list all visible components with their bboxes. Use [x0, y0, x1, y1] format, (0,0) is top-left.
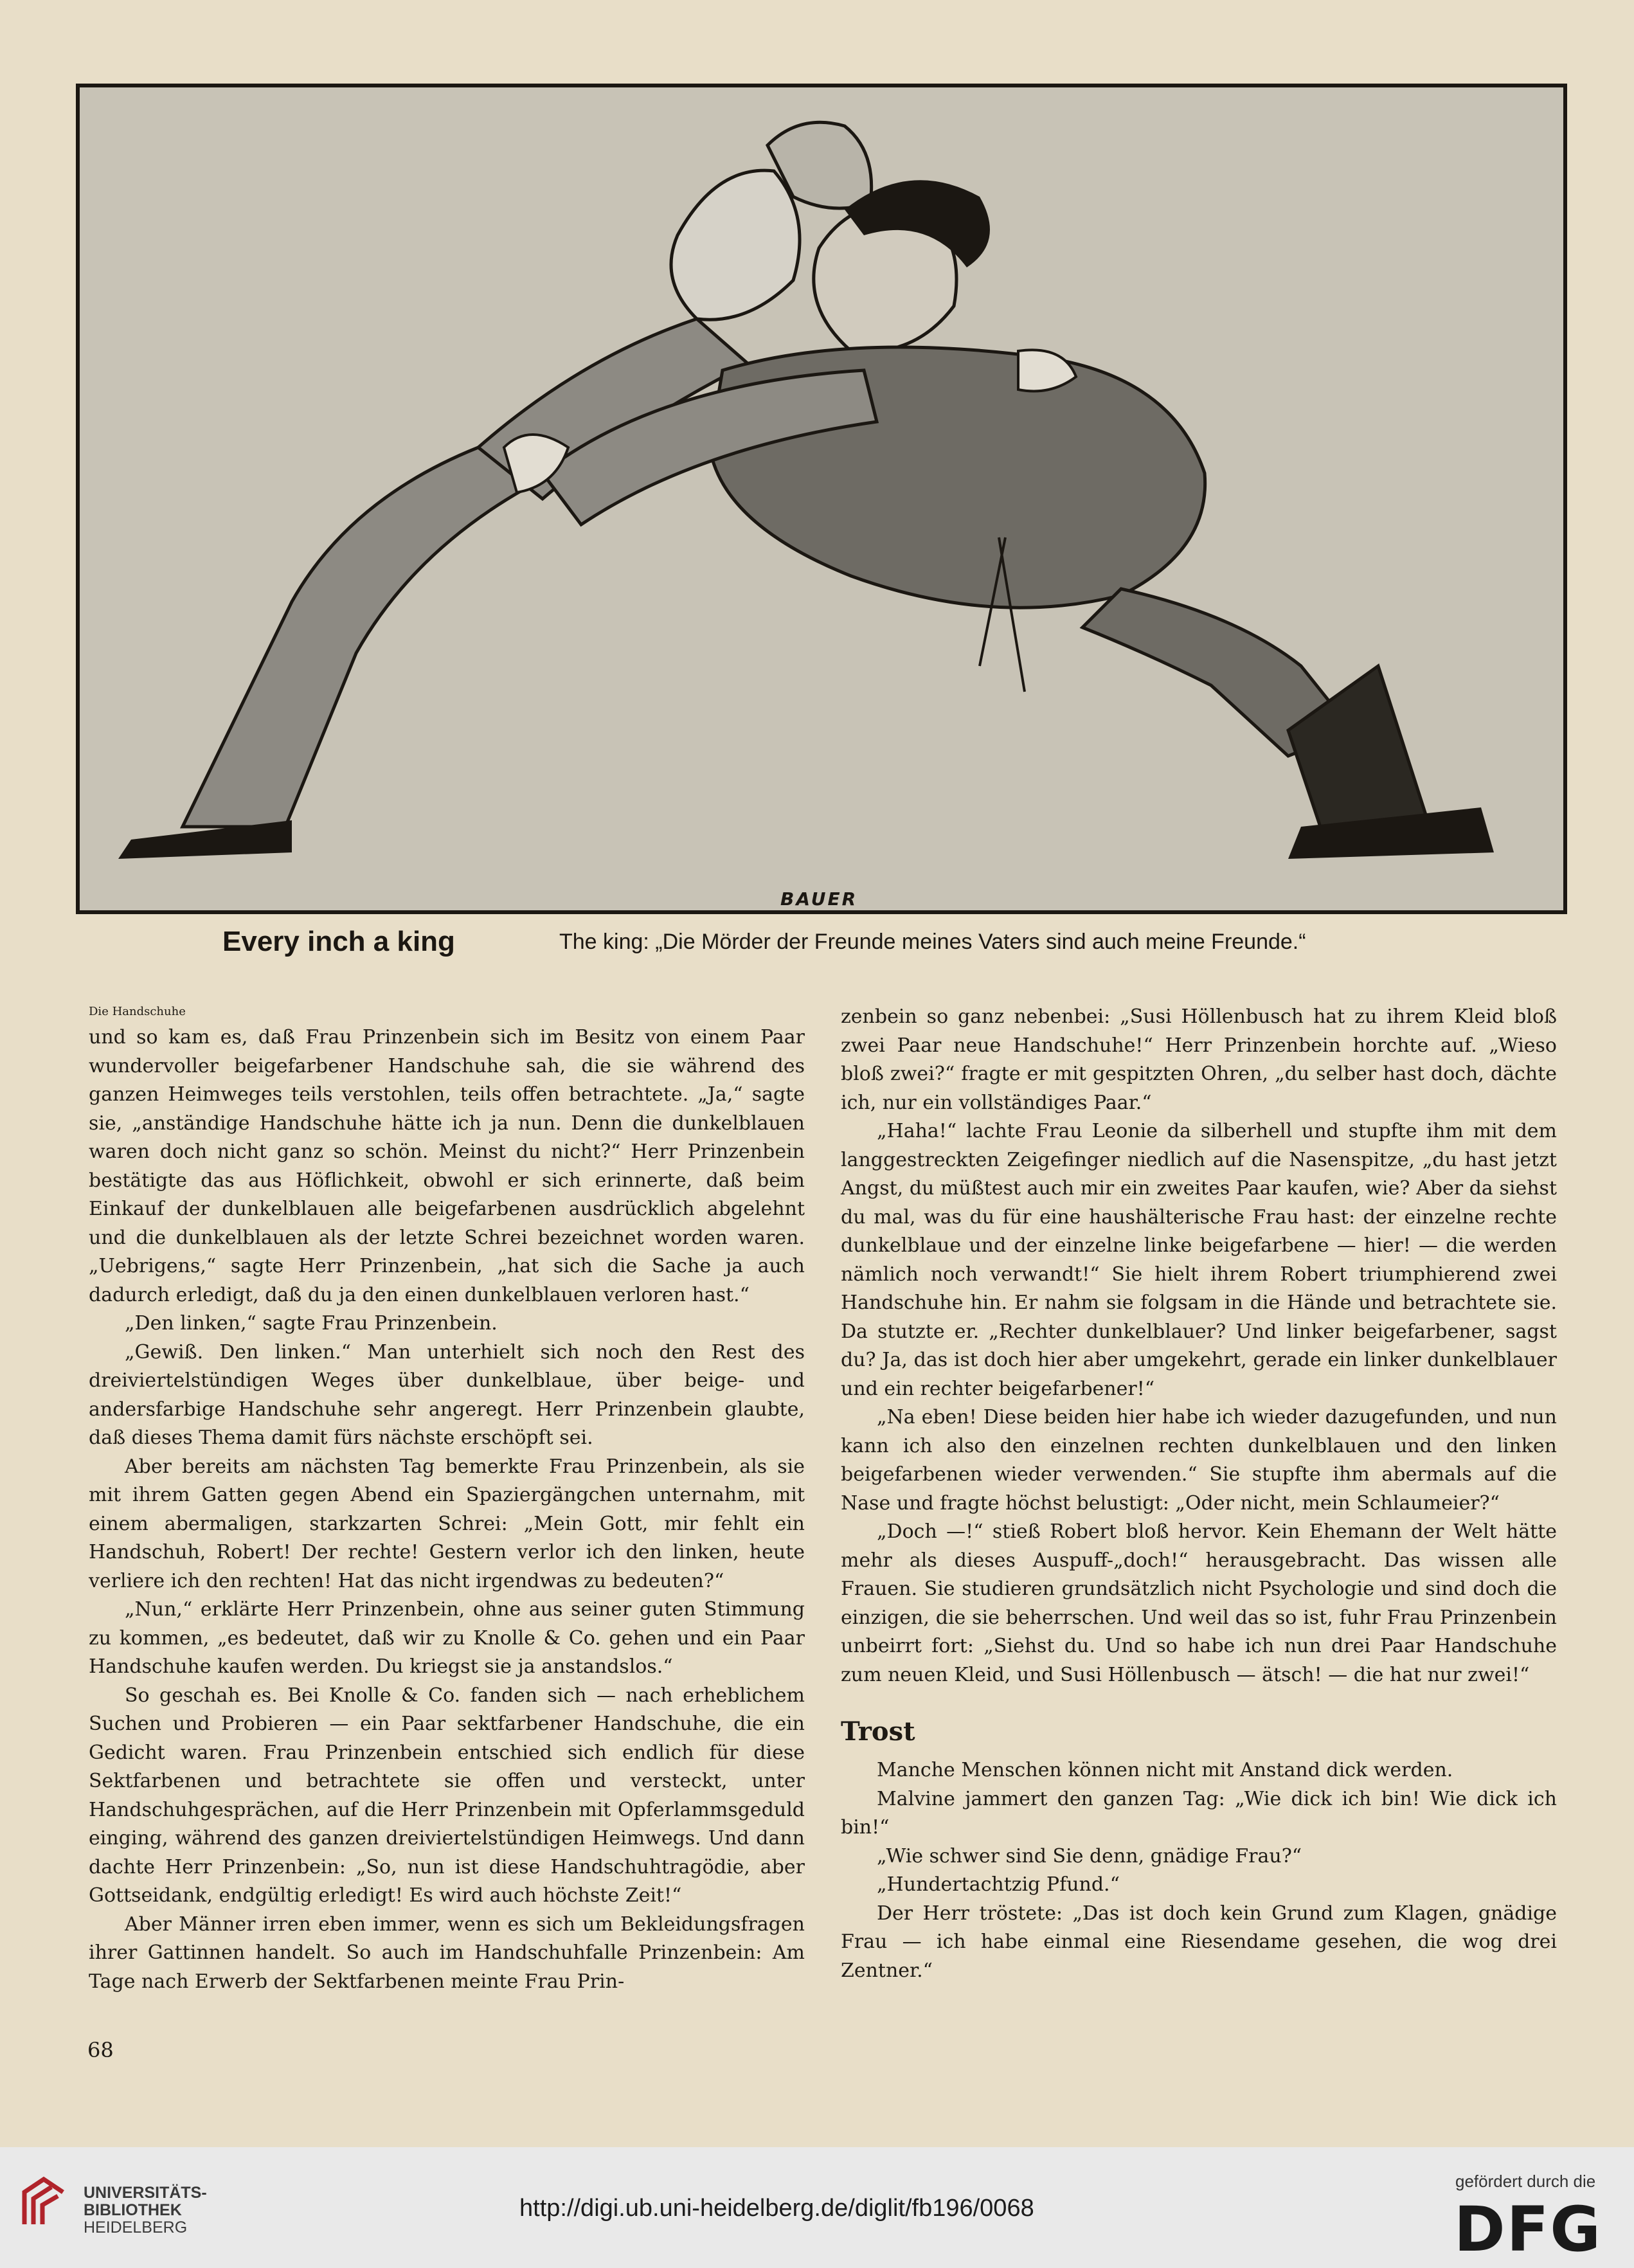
right-column	[841, 1003, 1557, 1985]
footer-bar	[0, 2147, 1634, 2268]
dfg-logo[interactable]: DFG	[1454, 2193, 1603, 2265]
paragraph: Malvine jammert den ganzen Tag: „Wie dick ich bin! Wie dick ich bin!“	[841, 1787, 1557, 1839]
paragraph: und so kam es, daß Frau Prinzenbein sich im Besitz von einem Paar wundervoller beigefarbener Handschuhe sah, die sie während des ganzen Heimweges teils verstohlen, teils offen betrachtete. „Ja,“ sagte sie, „anständige Handschuhe hätte ich ja nun. Denn die dunkelblauen waren doch nicht ganz so schön. Meinst du nicht?“ Herr Prinzenbein bestätigte das aus Höflichkeit, obwohl er sich erinnerte, daß beim Einkauf der dunkelblauen alle beigefarbenen ausdrücklich abgelehnt und die dunkelblauen als der letzte Schrei bezeichnet worden waren. „Uebrigens,“ sagte Herr Prinzenbein, „hat sich die Sache ja auch dadurch erledigt, daß du ja den einen dunkelblauen verloren hast.“	[89, 1026, 805, 1306]
library-name[interactable]	[84, 2184, 207, 2236]
library-name-line: BIBLIOTHEK	[84, 2201, 182, 2219]
paragraph: „Na eben! Diese beiden hier habe ich wieder dazugefunden, und nun kann ich also den einzelnen rechten dunkelblauen und den linken beigefarbenen wieder verwenden.“ Sie stupfte ihm abermals auf die Nase und fragte höchst belustigt: „Oder nicht, mein Schlaumeier?“	[841, 1406, 1557, 1515]
cartoon-drawing	[80, 87, 1563, 910]
library-name-line: HEIDELBERG	[84, 2218, 188, 2236]
cartoon-illustration	[76, 84, 1567, 914]
paragraph: „Doch —!“ stieß Robert bloß hervor. Kein Ehemann der Welt hätte mehr als dieses Auspuff-„doch!“ herausgebracht. Das wissen alle Frauen. Sie studieren grundsätzlich nicht Psychologie und sind doch die einzigen, die sie beherrschen. Und weil das so ist, fuhr Frau Prinzenbein unbeirrt fort: „Siehst du. Und so habe ich nun drei Paar Handschuhe zum neuen Kleid, und Susi Höllenbusch — ätsch! — die hat nur zwei!“	[841, 1520, 1557, 1686]
library-name-line: UNIVERSITÄTS-	[84, 2184, 207, 2202]
university-library-logo-icon[interactable]	[18, 2173, 69, 2231]
paragraph: Aber bereits am nächsten Tag bemerkte Frau Prinzenbein, als sie mit ihrem Gatten gegen Abend ein Spaziergängchen unternahm, mit einem abermaligen, starkzarten Schrei: „Mein Gott, mir fehlt ein Handschuh, Robert! Der rechte! Gestern verlor ich den linken, heute verliere ich den rechten! Hat das nicht irgendwas zu bedeuten?“	[89, 1455, 805, 1592]
section-heading: Trost	[841, 1716, 915, 1747]
funding-label: gefördert durch die	[1455, 2172, 1596, 2191]
permalink-url[interactable]: http://digi.ub.uni-heidelberg.de/diglit/fb196/0068	[519, 2195, 1034, 2222]
left-column	[89, 1003, 805, 1996]
paragraph: Der Herr tröstete: „Das ist doch kein Grund zum Klagen, gnädige Frau — ich habe einmal eine Riesendame gesehen, die wog drei Zentner.“	[841, 1902, 1557, 1982]
page-number: 68	[87, 2038, 114, 2062]
paragraph: „Nun,“ erklärte Herr Prinzenbein, ohne aus seiner guten Stimmung zu kommen, „es bedeutet, daß wir zu Knolle & Co. gehen und ein Paar Handschuhe kaufen werden. Du kriegst sie ja anstandslos.“	[89, 1598, 805, 1678]
paragraph: So geschah es. Bei Knolle & Co. fanden sich — nach erheblichem Suchen und Probieren — ein Paar sektfarbener Handschuhe, die ein Gedicht waren. Frau Prinzenbein entschied sich endlich für diese Sektfarbenen und betrachtete sie offen und versteckt, unter Handschuhgesprächen, auf die Herr Prinzenbein mit Opferlammsgeduld einging, während des ganzen dreiviertelstündigen Heimwegs. Und dann dachte Herr Prinzenbein: „So, nun ist diese Handschuhtragödie, aber Gottseidank, endgültig erledigt! Es wird auch höchste Zeit!“	[89, 1684, 805, 1907]
paragraph: „Gewiß. Den linken.“ Man unterhielt sich noch den Rest des dreiviertelstündigen Weges über dunkelblaue, über beige- und andersfarbige Handschuhe sehr angeregt. Herr Prinzenbein glaubte, daß dieses Thema damit fürs nächste erschöpft sei.	[89, 1340, 805, 1449]
paragraph: „Den linken,“ sagte Frau Prinzenbein.	[125, 1312, 498, 1335]
paragraph: „Haha!“ lachte Frau Leonie da silberhell und stupfte ihm mit dem langgestreckten Zeigefinger niedlich auf die Nasenspitze, „du hast jetzt Angst, du müßtest auch mir ein zweites Paar kaufen, wie? Aber da siehst du mal, was du für eine haushälterische Frau hast: der einzelne rechte dunkelblaue und der einzelne linke beigefarbene — hier! — die werden nämlich noch verwandt!“ Sie hielt ihrem Robert triumphierend zwei Handschuhe hin. Er nahm sie folgsam in die Hände und betrachtete sie. Da stutzte er. „Rechter dunkelblauer? Und linker beigefarbener, sagst du? Ja, das ist doch hier aber umgekehrt, gerade ein linker dunkelblauer und ein rechter beigefarbener!“	[841, 1120, 1557, 1400]
section-label: Die Handschuhe	[89, 1005, 186, 1018]
paragraph: Aber Männer irren eben immer, wenn es sich um Bekleidungsfragen ihrer Gattinnen handelt. So auch im Handschuhfalle Prinzenbein: Am Tage nach Erwerb der Sektfarbenen meinte Frau Prin-	[89, 1913, 805, 1993]
paragraph: Manche Menschen können nicht mit Anstand dick werden.	[877, 1759, 1453, 1781]
caption-text: The king: „Die Mörder der Freunde meines Vaters sind auch meine Freunde.“	[559, 930, 1306, 954]
paragraph: „Hundertachtzig Pfund.“	[877, 1873, 1120, 1896]
caption-title: Every inch a king	[222, 926, 455, 957]
paragraph: zenbein so ganz nebenbei: „Susi Höllenbusch hat zu ihrem Kleid bloß zwei Paar neue Handschuhe!“ Herr Prinzenbein horchte auf. „Wieso bloß zwei?“ fragte er mit gespitzten Ohren, „du selber hast doch, dächte ich, nur ein vollständiges Paar.“	[841, 1005, 1557, 1114]
artist-signature: BAUER	[780, 888, 858, 910]
paragraph: „Wie schwer sind Sie denn, gnädige Frau?“	[877, 1844, 1302, 1868]
